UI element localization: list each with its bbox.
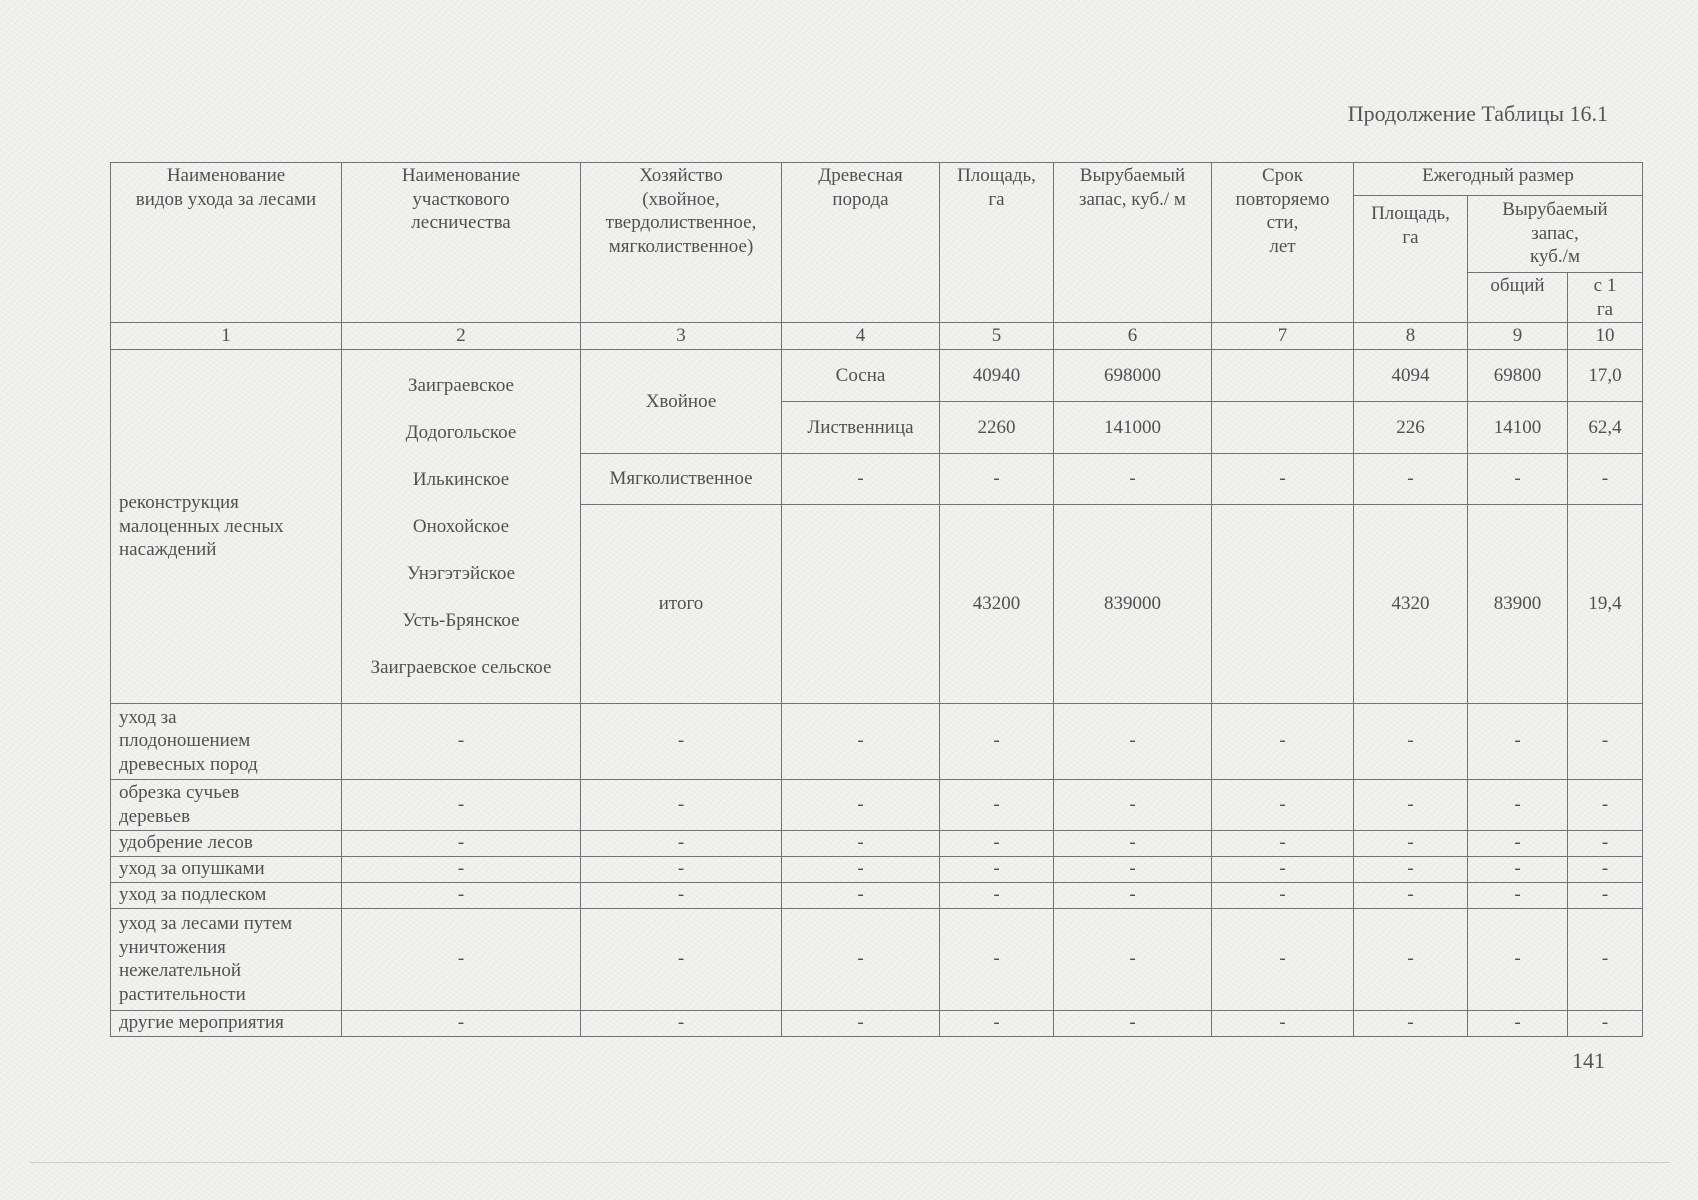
header-economy: Хозяйство (хвойное, твердолиственное, мягколиственное) [581,163,782,323]
page-number: 141 [1572,1048,1605,1073]
cell-annual-area: - [1354,882,1468,908]
cell-volume: - [1054,830,1212,856]
cell-period [1212,350,1354,402]
header-annual-volume: Вырубаемый запас, куб./м [1468,196,1643,273]
header-annual: Ежегодный размер [1354,163,1643,196]
header-forestry: Наименование участкового лесничества [342,163,581,323]
cell-annual-volume-total: - [1468,830,1568,856]
cell-volume: - [1054,882,1212,908]
cell-area: 43200 [940,504,1054,703]
forestry-name: Онохойское [412,515,510,537]
cell-annual-volume-total: - [1468,882,1568,908]
cell-forestry: - [342,779,581,830]
cell-species: - [782,703,940,779]
cell-economy: - [581,779,782,830]
cell-annual-volume-per-ha: - [1568,908,1643,1010]
cell-period: - [1212,882,1354,908]
table-row [111,830,1643,856]
column-number: 7 [1212,323,1354,350]
cell-care-type: другие мероприятия [111,1010,342,1036]
table-body [111,350,1643,1037]
cell-volume: - [1054,908,1212,1010]
cell-species: - [782,856,940,882]
cell-care-type: реконструкция малоценных лесных насаждений [111,350,342,704]
cell-species: - [782,882,940,908]
header-care-type: Наименование видов ухода за лесами [111,163,342,323]
table-row [111,856,1643,882]
column-number: 3 [581,323,782,350]
forestry-name: Заиграевское сельское [370,656,552,678]
header-annual-volume-total: общий [1468,273,1568,323]
cell-forestry: - [342,856,581,882]
cell-annual-volume-per-ha: 62,4 [1568,402,1643,454]
cell-annual-volume-per-ha: - [1568,830,1643,856]
cell-species [782,504,940,703]
forestry-name: Усть-Брянское [402,609,520,631]
header-annual-area: Площадь, га [1354,196,1468,323]
forestry-name: Унэгэтэйское [406,562,516,584]
header-area: Площадь, га [940,163,1054,323]
column-number: 5 [940,323,1054,350]
header-species: Древесная порода [782,163,940,323]
scan-edge-line [30,1162,1670,1163]
cell-annual-area: - [1354,779,1468,830]
cell-period [1212,402,1354,454]
cell-forestry: - [342,882,581,908]
cell-care-type: уход за лесами путем уничтожения нежелательной растительности [111,908,342,1010]
cell-economy: итого [581,504,782,703]
cell-period: - [1212,779,1354,830]
cell-forestry: - [342,1010,581,1036]
cell-forestry: - [342,830,581,856]
cell-annual-area: - [1354,908,1468,1010]
cell-volume: - [1054,703,1212,779]
cell-economy: Мягколиственное [581,454,782,504]
cell-species: - [782,1010,940,1036]
cell-area: - [940,856,1054,882]
cell-annual-volume-total: 69800 [1468,350,1568,402]
cell-annual-volume-per-ha: - [1568,882,1643,908]
cell-species: - [782,454,940,504]
cell-volume: - [1054,856,1212,882]
column-number: 1 [111,323,342,350]
cell-care-type: уход за опушками [111,856,342,882]
cell-annual-volume-per-ha: - [1568,454,1643,504]
column-number: 8 [1354,323,1468,350]
cell-annual-volume-total: - [1468,908,1568,1010]
cell-annual-volume-per-ha: 19,4 [1568,504,1643,703]
cell-period [1212,504,1354,703]
column-number: 6 [1054,323,1212,350]
cell-volume: 839000 [1054,504,1212,703]
cell-economy: - [581,856,782,882]
forestry-name: Илькинское [412,468,510,490]
table-row [111,882,1643,908]
cell-annual-area: 4320 [1354,504,1468,703]
cell-annual-volume-total: - [1468,856,1568,882]
cell-period: - [1212,454,1354,504]
table-row [111,779,1643,830]
header-row [111,163,1643,196]
cell-volume: - [1054,779,1212,830]
column-number-row [111,323,1643,350]
cell-annual-volume-total: - [1468,779,1568,830]
cell-annual-volume-per-ha: - [1568,703,1643,779]
header-annual-volume-per-ha: с 1 га [1568,273,1643,323]
cell-annual-volume-total: - [1468,454,1568,504]
cell-species: Лиственница [782,402,940,454]
cell-care-type: уход за подлеском [111,882,342,908]
cell-annual-area: - [1354,856,1468,882]
table-header [111,163,1643,350]
header-volume: Вырубаемый запас, куб./ м [1054,163,1212,323]
cell-annual-volume-total: 83900 [1468,504,1568,703]
cell-annual-volume-per-ha: - [1568,1010,1643,1036]
cell-annual-area: - [1354,830,1468,856]
cell-annual-area: 4094 [1354,350,1468,402]
column-number: 4 [782,323,940,350]
cell-annual-volume-per-ha: - [1568,779,1643,830]
cell-annual-area: - [1354,703,1468,779]
cell-forestry: - [342,908,581,1010]
cell-economy: - [581,882,782,908]
cell-forestry: - [342,703,581,779]
cell-period: - [1212,908,1354,1010]
header-period: Срок повторяемо сти, лет [1212,163,1354,323]
cell-area: 2260 [940,402,1054,454]
cell-area: - [940,454,1054,504]
cell-economy: - [581,1010,782,1036]
cell-annual-volume-per-ha: 17,0 [1568,350,1643,402]
cell-volume: - [1054,454,1212,504]
cell-annual-volume-total: - [1468,703,1568,779]
forest-care-table [110,162,1643,1037]
cell-volume: 141000 [1054,402,1212,454]
cell-period: - [1212,830,1354,856]
cell-area: 40940 [940,350,1054,402]
cell-period: - [1212,856,1354,882]
cell-volume: - [1054,1010,1212,1036]
forestry-name: Додогольское [405,421,517,443]
cell-annual-volume-total: - [1468,1010,1568,1036]
cell-period: - [1212,1010,1354,1036]
forestry-name: Заиграевское [407,374,514,396]
cell-economy: - [581,908,782,1010]
cell-annual-area: - [1354,1010,1468,1036]
cell-volume: 698000 [1054,350,1212,402]
cell-species: - [782,830,940,856]
table-row-reconstruction [111,350,1643,402]
table-caption: Продолжение Таблицы 16.1 [1347,101,1608,126]
cell-area: - [940,882,1054,908]
cell-care-type: уход за плодоношением древесных пород [111,703,342,779]
table-row [111,1010,1643,1036]
cell-economy: - [581,830,782,856]
cell-area: - [940,703,1054,779]
cell-care-type: обрезка сучьев деревьев [111,779,342,830]
table-row [111,703,1643,779]
cell-annual-volume-per-ha: - [1568,856,1643,882]
cell-area: - [940,1010,1054,1036]
table-row [111,908,1643,1010]
cell-area: - [940,830,1054,856]
cell-species: - [782,908,940,1010]
cell-period: - [1212,703,1354,779]
cell-species: - [782,779,940,830]
cell-economy: Хвойное [581,350,782,454]
cell-economy: - [581,703,782,779]
cell-annual-area: 226 [1354,402,1468,454]
column-number: 2 [342,323,581,350]
cell-species: Сосна [782,350,940,402]
cell-annual-area: - [1354,454,1468,504]
cell-annual-volume-total: 14100 [1468,402,1568,454]
column-number: 10 [1568,323,1643,350]
cell-care-type: удобрение лесов [111,830,342,856]
cell-area: - [940,779,1054,830]
column-number: 9 [1468,323,1568,350]
cell-forestry [342,350,581,704]
cell-area: - [940,908,1054,1010]
